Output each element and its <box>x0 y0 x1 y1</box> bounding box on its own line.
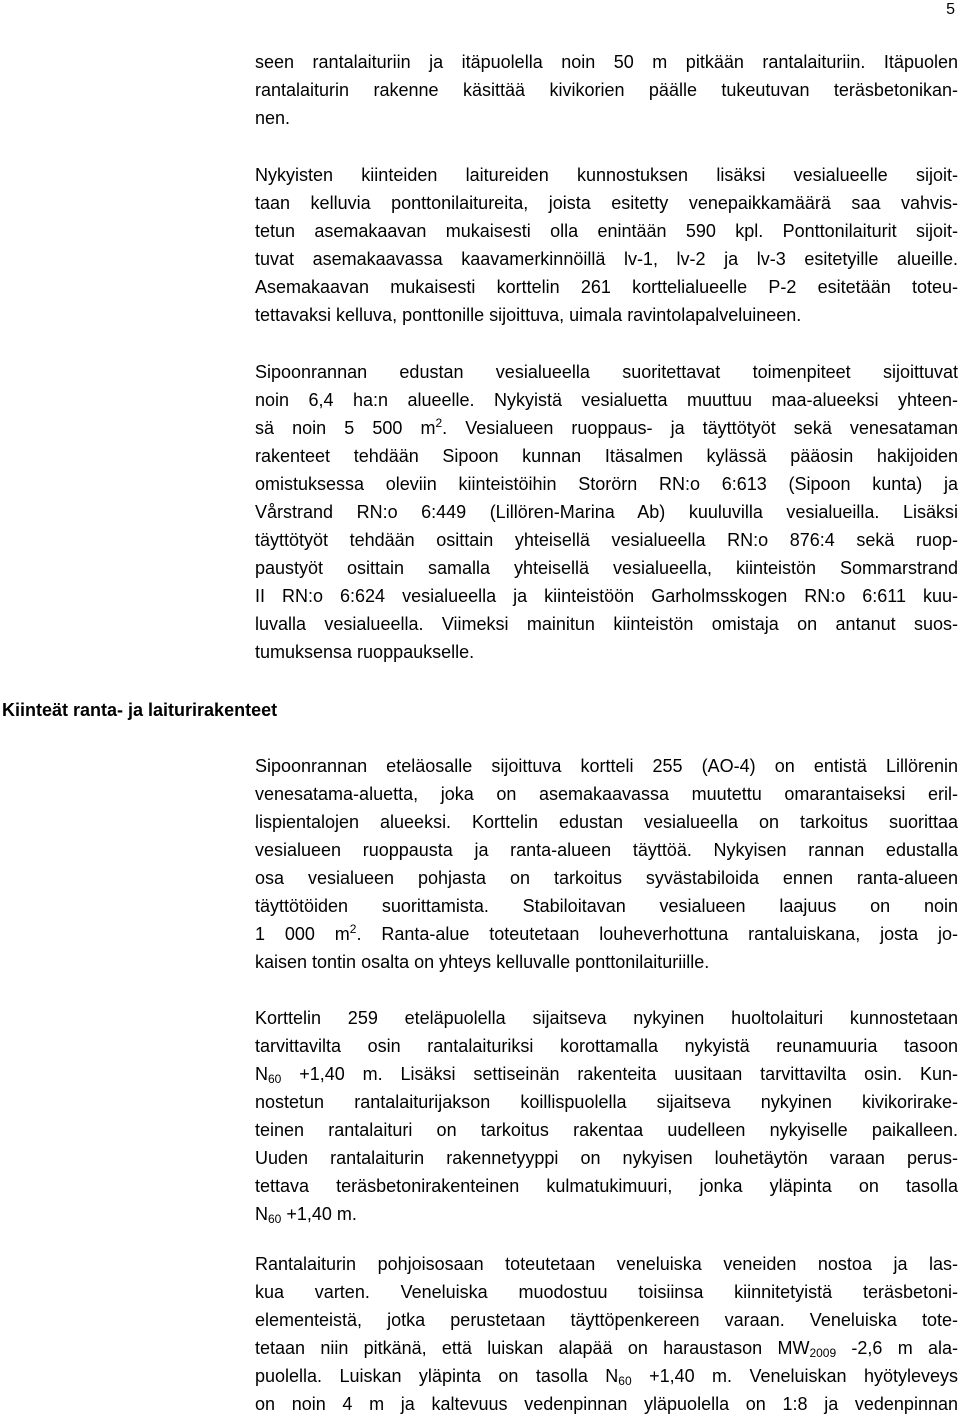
superscript: 2 <box>435 416 443 430</box>
text-run: . Ranta-alue toteutetaan louheverhottuna rantaluiskana, josta jo- <box>356 924 959 944</box>
text-run: +1,40 m. Lisäksi settiseinän rakenteita uusitaan tarvittavilta osin. Kun- <box>281 1064 958 1084</box>
paragraph-5 <box>255 1004 958 1228</box>
text-line: luvalla vesialueella. Viimeksi mainitun kiinteistön omistaja on antanut suos- <box>255 614 958 634</box>
text-line: tuvat asemakaavassa kaavamerkinnöillä lv-1, lv-2 ja lv-3 esitetyille alueille. <box>255 249 958 269</box>
text-line: Vårstrand RN:o 6:449 (Lillören-Marina Ab) kuuluvilla vesialueilla. Lisäksi <box>255 502 958 522</box>
text-run: N <box>255 1204 268 1224</box>
text-line-with-superscript <box>255 920 958 948</box>
section-heading: Kiinteät ranta- ja laiturirakenteet <box>2 700 278 720</box>
text-line: Asemakaavan mukaisesti korttelin 261 korttelialueelle P-2 esitetään toteu- <box>255 277 958 297</box>
text-line: täyttötöiden suorittamista. Stabiloitavan vesialueen laajuus on noin <box>255 896 958 916</box>
paragraph-1 <box>255 48 958 132</box>
text-line: tumuksensa ruoppaukselle. <box>255 642 475 662</box>
text-line: Uuden rantalaiturin rakennetyyppi on nykyisen louhetäytön varaan perus- <box>255 1148 958 1168</box>
text-line: tetun asemakaavan mukaisesti olla enintään 590 kpl. Ponttonilaiturit sijoit- <box>255 221 958 241</box>
subscript: 60 <box>268 1072 282 1086</box>
text-line: Sipoonrannan eteläosalle sijoittuva kortteli 255 (AO-4) on entistä Lillörenin <box>255 756 958 776</box>
text-line: teinen rantalaituri on tarkoitus rakentaa uudelleen nykyiselle paikalleen. <box>255 1120 958 1140</box>
text-run: +1,40 m. Veneluiskan hyötyleveys <box>631 1366 958 1386</box>
subscript: 2009 <box>809 1346 837 1360</box>
text-line: lispientalojen alueeksi. Korttelin edustan vesialueella on tarkoitus suorittaa <box>255 812 958 832</box>
text-line: rakenteet tehdään Sipoon kunnan Itäsalmen kylässä pääosin hakijoiden <box>255 446 958 466</box>
text-line: Sipoonrannan edustan vesialueella suoritettavat toimenpiteet sijoittuvat <box>255 362 958 382</box>
text-line-with-subscript <box>255 1200 958 1228</box>
paragraph-6 <box>255 1250 958 1418</box>
subscript: 60 <box>268 1212 282 1226</box>
text-line: täyttötyöt tehdään osittain yhteisellä vesialueella RN:o 876:4 sekä ruop- <box>255 530 958 550</box>
text-line: Rantalaiturin pohjoisosaan toteutetaan veneluiska veneiden nostoa ja las- <box>255 1254 958 1274</box>
text-run: 1 000 m <box>255 924 350 944</box>
text-line: II RN:o 6:624 vesialueella ja kiinteistöön Garholmsskogen RN:o 6:611 kuu- <box>255 586 958 606</box>
text-line: tarvittavilta osin rantalaituriksi korottamalla nykyistä reunamuuria tasoon <box>255 1036 958 1056</box>
text-line: on noin 4 m ja kaltevuus vedenpinnan yläpuolella on 1:8 ja vedenpinnan <box>255 1394 958 1414</box>
text-line: elementeistä, jotka perustetaan täyttöpenkereen varaan. Veneluiska tote- <box>255 1310 958 1330</box>
text-run: puolella. Luiskan yläpinta on tasolla N <box>255 1366 619 1386</box>
text-line: nen. <box>255 108 291 128</box>
text-line: nostetun rantalaiturijakson koillispuolella sijaitseva nykyinen kivikorirake- <box>255 1092 958 1112</box>
text-line: tettava teräsbetonirakenteinen kulmatukimuuri, jonka yläpinta on tasolla <box>255 1176 958 1196</box>
text-line: omistuksessa oleviin kiinteistöihin Storörn RN:o 6:613 (Sipoon kunta) ja <box>255 474 958 494</box>
paragraph-2 <box>255 161 958 329</box>
paragraph-4 <box>255 752 958 976</box>
text-line: kaisen tontin osalta on yhteys kelluvalle ponttonilaituriille. <box>255 952 710 972</box>
text-line: osa vesialueen pohjasta on tarkoitus syvästabiloida ennen ranta-alueen <box>255 868 958 888</box>
text-run: . Vesialueen ruoppaus- ja täyttötyöt sekä venesataman <box>442 418 958 438</box>
text-line: kua varten. Veneluiska muodostuu toisiinsa kiinnitetyistä teräsbetoni- <box>255 1282 958 1302</box>
text-line-with-subscript <box>255 1334 958 1362</box>
superscript: 2 <box>349 922 357 936</box>
text-run: sä noin 5 500 m <box>255 418 436 438</box>
text-line: seen rantalaituriin ja itäpuolella noin 50 m pitkään rantalaituriin. Itäpuolen <box>255 52 958 72</box>
text-line-with-superscript <box>255 414 958 442</box>
text-line: Nykyisten kiinteiden laitureiden kunnostuksen lisäksi vesialueelle sijoit- <box>255 165 958 185</box>
text-line: venesatama-aluetta, joka on asemakaavassa muutettu omarantaiseksi eril- <box>255 784 958 804</box>
text-run: +1,40 m. <box>281 1204 357 1224</box>
text-line: tettavaksi kelluva, ponttonille sijoittuva, uimala ravintolapalveluineen. <box>255 305 802 325</box>
paragraph-3 <box>255 358 958 666</box>
text-run: N <box>255 1064 268 1084</box>
subscript: 60 <box>618 1374 632 1388</box>
text-line: rantalaiturin rakenne käsittää kivikorien päälle tukeutuvan teräsbetonikan- <box>255 80 958 100</box>
text-line: noin 6,4 ha:n alueelle. Nykyistä vesialuetta muuttuu maa-alueeksi yhteen- <box>255 390 958 410</box>
text-line-with-subscript <box>255 1362 958 1390</box>
text-line: taan kelluvia ponttonilaitureita, joista esitetty venepaikkamäärä saa vahvis- <box>255 193 958 213</box>
text-line-with-subscript <box>255 1060 958 1088</box>
page-number: 5 <box>946 1 955 18</box>
text-line: vesialueen ruoppausta ja ranta-alueen täyttöä. Nykyisen rannan edustalla <box>255 840 958 860</box>
text-line: Korttelin 259 eteläpuolella sijaitseva nykyinen huoltolaituri kunnostetaan <box>255 1008 958 1028</box>
text-run: -2,6 m ala- <box>836 1338 958 1358</box>
text-line: paustyöt osittain samalla yhteisellä vesialueella, kiinteistön Sommarstrand <box>255 558 958 578</box>
text-run: tetaan niin pitkänä, että luiskan alapää on haraustason MW <box>255 1338 810 1358</box>
